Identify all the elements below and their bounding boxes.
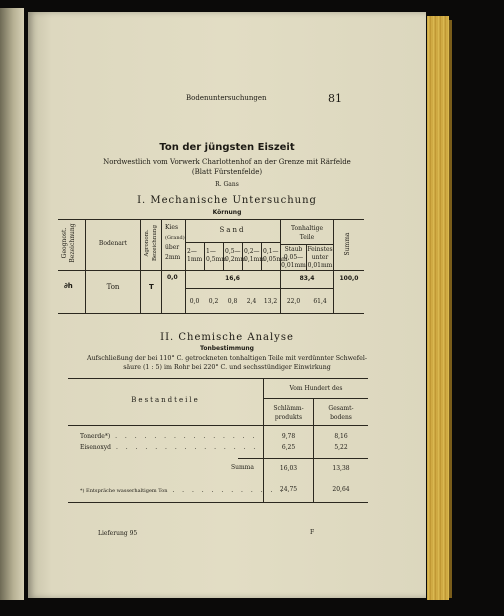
row-eisenoxyd-v2: 5,22 xyxy=(334,444,348,451)
cell-staub: 22,0 xyxy=(286,298,301,305)
footer-signature: F xyxy=(310,529,315,536)
page-number: 81 xyxy=(328,92,342,105)
cell-sand-5: 13,2 xyxy=(263,298,278,305)
col-schlaemmprodukt-header: Schlämm- produkts xyxy=(273,405,304,421)
author-line: R. Gans xyxy=(215,181,239,188)
cell-sand-2: 0,2 xyxy=(208,298,219,305)
sand-col-1: 2— 1mm xyxy=(187,248,203,263)
sand-col-3: 0,5— 0,2mm xyxy=(225,248,246,263)
cell-geognost: ∂h xyxy=(64,282,73,290)
row-summa-label: Summa xyxy=(231,464,254,471)
row-eisenoxyd-label: Eisenoxyd . . . . . . . . . . . . . . . xyxy=(80,444,259,451)
col-summa-header: Summa xyxy=(344,232,351,256)
col-tonhaltige-header: Tonhaltige Teile xyxy=(290,225,324,241)
footer-lieferung: Lieferung 95 xyxy=(98,530,138,537)
footnote-v2: 20,64 xyxy=(332,486,350,493)
row-summa-v2: 13,38 xyxy=(332,465,350,472)
row-tonerde-v2: 8,16 xyxy=(334,433,348,440)
section-mechanical-subheading: Körnung xyxy=(212,209,242,216)
sand-col-4: 0,2— 0,1mm xyxy=(244,248,265,263)
cell-bodenart: Ton xyxy=(106,283,120,291)
row-tonerde-v1: 9,78 xyxy=(281,433,296,440)
col-bodenart-header: Bodenart xyxy=(98,240,128,247)
row-tonerde-label: Tonerde*) . . . . . . . . . . . . . . . xyxy=(80,433,258,440)
col-bestandteile-header: Bestandteile xyxy=(131,396,200,404)
cell-kies: 0,0 xyxy=(167,274,178,281)
col-geognost-header: Geognost. Bezeichnung xyxy=(61,223,76,263)
cell-sand-total: 16,6 xyxy=(225,275,240,282)
location-line: Nordwestlich vom Vorwerk Charlottenhof an der Grenze mit Rärfelde xyxy=(103,158,351,166)
col-feinstes-header: Feinstes unter 0,01mm xyxy=(307,246,333,269)
section-chemical-heading: II. Chemische Analyse xyxy=(160,332,294,343)
cell-sand-1: 0,0 xyxy=(189,298,200,305)
book-page-edges xyxy=(427,16,449,600)
col-vom-hundert-header: Vom Hundert des xyxy=(289,385,343,392)
section-chemical-subheading: Tonbestimmung xyxy=(200,345,254,352)
cell-sand-3: 0,8 xyxy=(227,298,238,305)
cell-sand-4: 2,4 xyxy=(246,298,257,305)
row-summa-v1: 16,03 xyxy=(279,465,298,472)
book-page xyxy=(28,12,426,598)
page-title: Ton der jüngsten Eiszeit xyxy=(159,142,295,153)
col-sand-header: Sand xyxy=(219,226,246,234)
map-sheet-line: (Blatt Fürstenfelde) xyxy=(191,168,263,176)
footnote-label: *) Entspräche wasserhaltigem Ton . . . . . . . . . . . . xyxy=(80,487,286,494)
sand-col-5: 0,1— 0,05mm xyxy=(263,248,288,263)
col-kies-header: Kies (Grand) über 2mm xyxy=(165,224,185,261)
running-title: Bodenuntersuchungen xyxy=(186,94,267,102)
row-eisenoxyd-v1: 6,25 xyxy=(281,444,296,451)
facing-page-edge xyxy=(0,8,24,600)
cell-summa: 100,0 xyxy=(339,275,359,282)
section-mechanical-heading: I. Mechanische Untersuchung xyxy=(137,195,317,206)
cell-agronom: T xyxy=(149,283,154,291)
sand-col-2: 1— 0,5mm xyxy=(206,248,227,263)
footnote-v1: 24,75 xyxy=(279,486,298,493)
col-agronom-header: Agronom. Bezeichnung xyxy=(144,225,158,261)
col-gesamtboden-header: Gesamt- bodens xyxy=(328,405,354,421)
chemical-intro-line1: Aufschließung der bei 110° C. getrockneten tonhaltigen Teile mit verdünnter Schwefel- xyxy=(87,355,367,362)
cell-feinstes: 61,4 xyxy=(313,298,327,305)
col-staub-header: Staub 0,05— 0,01mm xyxy=(281,246,306,269)
book-edge-shadow xyxy=(449,20,452,598)
cell-tonhaltige-total: 83,4 xyxy=(299,275,315,282)
chemical-intro-line2: säure (1 : 5) im Rohr bei 220° C. und sechsstündiger Einwirkung xyxy=(123,364,331,371)
